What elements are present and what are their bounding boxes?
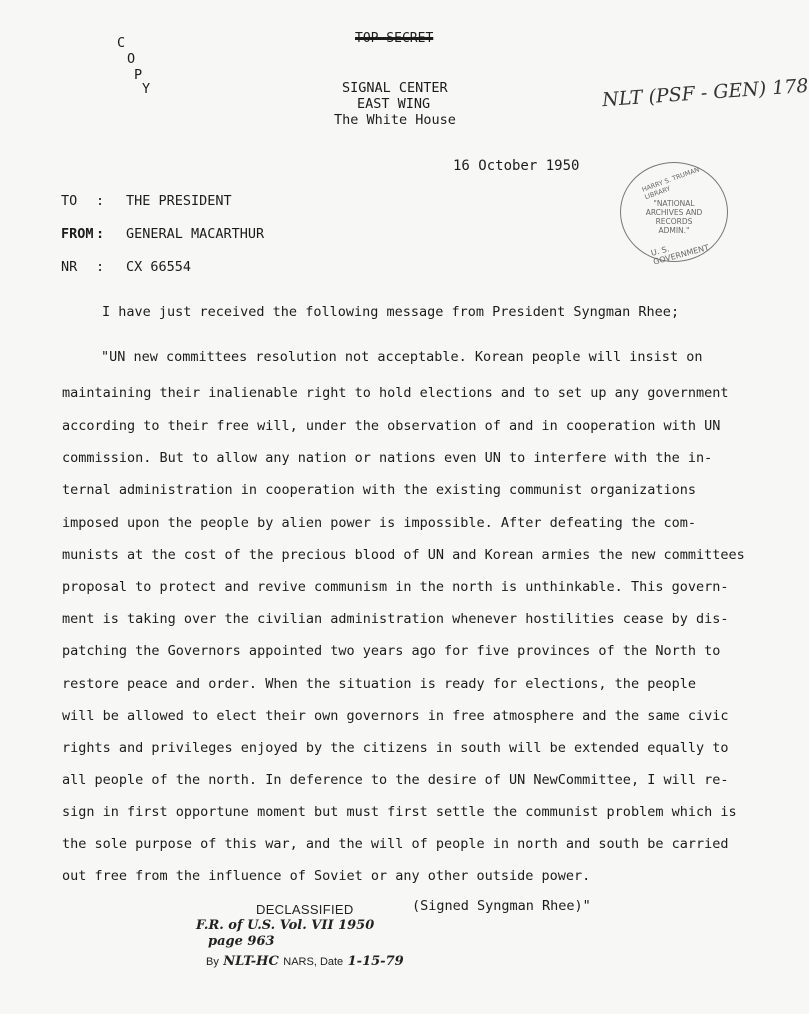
routing-label-nr: NR (61, 259, 78, 275)
body-line-5: ternal administration in cooperation with the existing communist organizations (62, 482, 696, 498)
body-line-10: patching the Governors appointed two years ago for five provinces of the North to (62, 643, 721, 659)
archives-stamp (620, 162, 728, 267)
classification-struck: TOP SECRET (355, 31, 434, 46)
declassified-by-initials: NLT-HC (223, 954, 279, 969)
body-line-4: commission. But to allow any nation or nations even UN to interfere with the in- (62, 450, 713, 466)
body-line-7: munists at the cost of the precious blood of UN and Korean armies the new committees (62, 547, 745, 563)
declassified-reference: F.R. of U.S. Vol. VII 1950 (196, 918, 375, 933)
header-signal-center: SIGNAL CENTER (342, 80, 448, 96)
body-line-1: "UN new committees resolution not acceptable. Korean people will insist on (101, 349, 703, 365)
intro-line: I have just received the following message from President Syngman Rhee; (102, 304, 680, 320)
header-east-wing: EAST WING (357, 96, 431, 112)
handwritten-reference: NLT (PSF - GEN) 178 (601, 74, 809, 112)
routing-sep-to: : (96, 193, 105, 209)
body-line-13: rights and privileges enjoyed by the citizens in south will be extended equally to (62, 740, 729, 756)
declassified-by-prefix: By (206, 956, 219, 968)
routing-label-from: FROM (61, 226, 94, 242)
body-line-11: restore peace and order. When the situation is ready for elections, the people (62, 676, 696, 692)
routing-label-to: TO (61, 193, 78, 209)
signature-line: (Signed Syngman Rhee)" (412, 898, 591, 914)
body-line-2: maintaining their inalienable right to hold elections and to set up any government (62, 385, 729, 401)
stamp-line-4: ADMIN." (658, 226, 690, 235)
routing-value-to: THE PRESIDENT (126, 193, 232, 209)
stamp-line-2: ARCHIVES AND (645, 208, 703, 217)
stamp-line-1: "NATIONAL (653, 199, 695, 208)
routing-sep-nr: : (96, 259, 105, 275)
stamp-top-text: HARRY S. TRUMAN LIBRARY (640, 165, 701, 202)
copy-letter-o: O (127, 51, 136, 67)
body-line-14: all people of the north. In deference to the desire of UN NewCommittee, I will re- (62, 772, 729, 788)
body-line-8: proposal to protect and revive communism in the north is unthinkable. This govern- (62, 579, 729, 595)
routing-sep-from: : (96, 226, 105, 242)
body-line-6: imposed upon the people by alien power is impossible. After defeating the com- (62, 515, 696, 531)
stamp-center (621, 199, 727, 235)
body-line-3: according to their free will, under the observation of and in cooperation with UN (62, 418, 721, 434)
document-date: 16 October 1950 (453, 158, 580, 174)
body-line-12: will be allowed to elect their own governors in free atmosphere and the same civic (62, 708, 729, 724)
body-line-17: out free from the influence of Soviet or any other outside power. (62, 868, 591, 884)
declassified-title: DECLASSIFIED (256, 902, 354, 917)
routing-value-from: GENERAL MACARTHUR (126, 226, 265, 242)
copy-letter-c: C (117, 35, 126, 51)
body-line-15: sign in first opportune moment but must first settle the communist problem which is (62, 804, 737, 820)
header-white-house: The White House (334, 112, 456, 128)
stamp-bottom-text: U. S. GOVERNMENT (649, 243, 710, 267)
declassified-page: page 963 (208, 934, 275, 949)
body-line-9: ment is taking over the civilian administration whenever hostilities cease by dis- (62, 611, 729, 627)
copy-letter-p: P (134, 67, 143, 83)
stamp-line-3: RECORDS (655, 217, 693, 226)
routing-value-nr: CX 66554 (126, 259, 192, 275)
declassified-by-line (206, 952, 404, 970)
declassified-date: 1-15-79 (347, 954, 404, 969)
body-line-16: the sole purpose of this war, and the will of people in north and south be carried (62, 836, 729, 852)
declassified-nars: NARS, Date (283, 956, 344, 968)
copy-letter-y: Y (142, 81, 151, 97)
